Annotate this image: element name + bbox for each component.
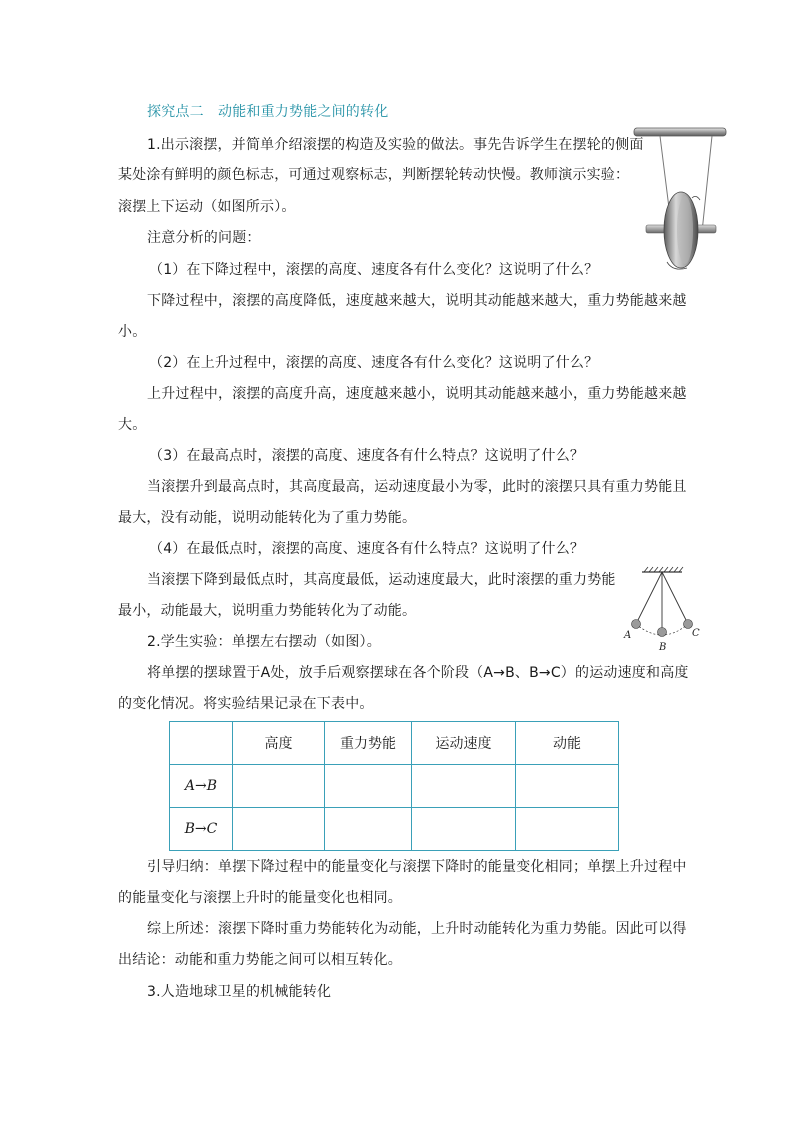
question-3: （3）在最高点时，滚摆的高度、速度各有什么特点？这说明了什么？: [149, 448, 585, 464]
paragraph-1-line-2: 某处涂有鲜明的颜色标志，可通过观察标志，判断摆轮转动快慢。教师演示实验：: [118, 167, 630, 183]
answer-3-line-1: 当滚摆升到最高点时，其高度最高，运动速度最小为零，此时的滚摆只具有重力势能且: [147, 479, 687, 495]
table-header-cell: 重力势能: [325, 722, 412, 765]
paragraph-9: 3.人造地球卫星的机械能转化: [147, 984, 332, 1000]
paragraph-7-line-2: 的能量变化与滚摆上升时的能量变化也相同。: [118, 890, 402, 906]
answer-2-line-2: 大。: [118, 417, 147, 433]
table-row-label: B→C: [170, 808, 233, 851]
table-header-cell: [170, 722, 233, 765]
paragraph-1-line-1: 1.出示滚摆，并简单介绍滚摆的构造及实验的做法。事先告诉学生在摆轮的侧面: [147, 137, 644, 153]
table-cell: [516, 765, 619, 808]
table-cell: [233, 808, 325, 851]
answer-1-line-2: 小。: [118, 324, 147, 340]
answer-3-line-2: 最大，没有动能，说明动能转化为了重力势能。: [118, 510, 417, 526]
ball-b: [658, 628, 667, 637]
paragraph-6-line-2: 的变化情况。将实验结果记录在下表中。: [118, 696, 374, 712]
table-row: [170, 765, 619, 808]
table-row: [170, 808, 619, 851]
paragraph-6-line-1: 将单摆的摆球置于A处，放手后观察摆球在各个阶段（A→B、B→C）的运动速度和高度: [147, 665, 689, 681]
paragraph-5: 2.学生实验：单摆左右摆动（如图）。: [147, 634, 381, 650]
table-header-cell: 运动速度: [412, 722, 516, 765]
paragraph-8-line-1: 综上所述：滚摆下降时重力势能转化为动能，上升时动能转化为重力势能。因此可以得: [147, 921, 687, 937]
table-cell: [516, 808, 619, 851]
table-header-cell: 高度: [233, 722, 325, 765]
paragraph-8-line-2: 出结论：动能和重力势能之间可以相互转化。: [118, 952, 402, 968]
paragraph-2: 注意分析的问题：: [147, 230, 261, 246]
table-cell: [412, 808, 516, 851]
table-header-cell: 动能: [516, 722, 619, 765]
pendulum-figure: [620, 566, 704, 654]
answer-1-line-1: 下降过程中，滚摆的高度降低，速度越来越大，说明其动能越来越大，重力势能越来越: [147, 293, 687, 309]
maxwell-wheel-figure: [632, 122, 728, 274]
question-4: （4）在最低点时，滚摆的高度、速度各有什么特点？这说明了什么？: [149, 541, 585, 557]
paragraph-7-line-1: 引导归纳：单摆下降过程中的能量变化与滚摆下降时的能量变化相同；单摆上升过程中: [147, 859, 687, 875]
label-a: A: [624, 630, 632, 641]
question-1: （1）在下降过程中，滚摆的高度、速度各有什么变化？这说明了什么？: [149, 262, 599, 278]
table-cell: [233, 765, 325, 808]
label-c: C: [692, 628, 700, 639]
paragraph-1-line-3: 滚摆上下运动（如图所示）。: [118, 199, 296, 215]
answer-2-line-1: 上升过程中，滚摆的高度升高，速度越来越小，说明其动能越来越小，重力势能越来越: [147, 386, 687, 402]
string-right: [702, 136, 712, 232]
table-row-label: A→B: [170, 765, 233, 808]
label-b: B: [659, 642, 667, 653]
table-cell: [325, 808, 412, 851]
table-cell: [412, 765, 516, 808]
support-bar: [634, 128, 726, 136]
table-cell: [325, 765, 412, 808]
answer-4-line-2: 最小，动能最大，说明重力势能转化为了动能。: [118, 603, 417, 619]
heading: 探究点二 动能和重力势能之间的转化: [147, 104, 389, 120]
answer-4-line-1: 当滚摆下降到最低点时，其高度最低，运动速度最大，此时滚摆的重力势能: [147, 572, 616, 588]
table-header-row: [170, 722, 619, 765]
question-2: （2）在上升过程中，滚摆的高度、速度各有什么变化？这说明了什么？: [149, 355, 599, 371]
ball-a: [632, 620, 641, 629]
results-table: [169, 721, 619, 851]
